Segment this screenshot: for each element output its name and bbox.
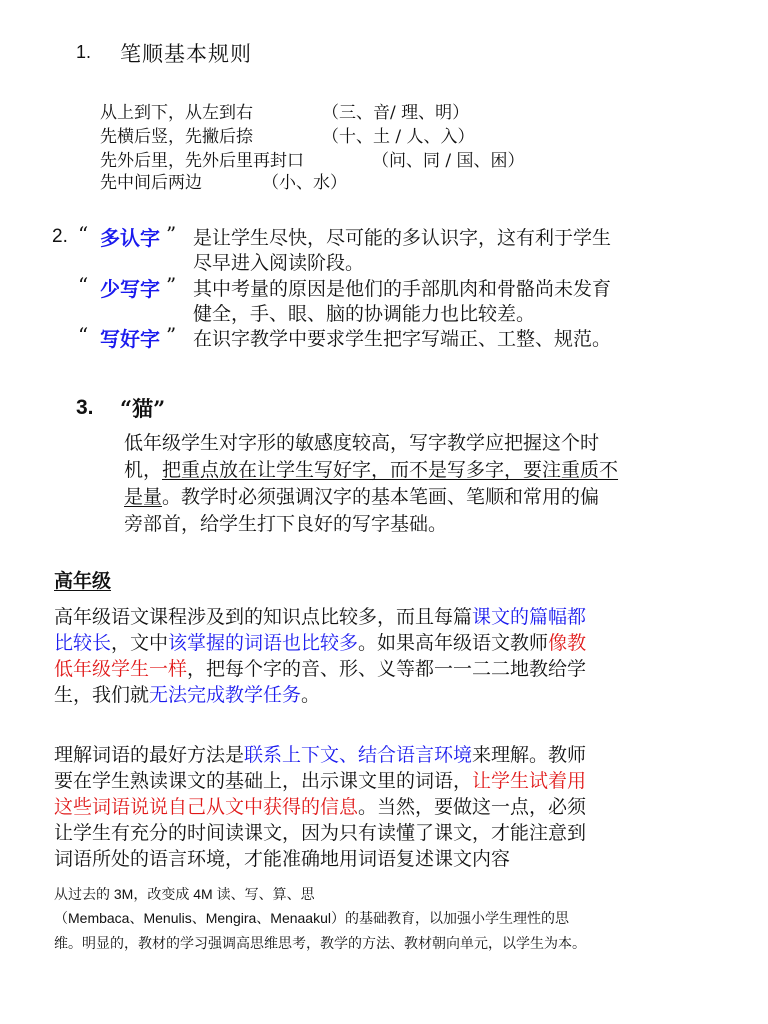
term-description: 健全，手、眼、脑的协调能力也比较差。 (193, 303, 536, 325)
senior-p1-line (54, 602, 586, 629)
term-shao-xiezi: 少写字 (100, 277, 160, 301)
rule-text: 先中间后两边 (100, 173, 202, 193)
section-3-line: 旁部首，给学生打下良好的写字基础。 (124, 513, 448, 535)
senior-p1-line (54, 628, 586, 655)
senior-p2-line (54, 740, 586, 767)
section-2-number: 2. (52, 226, 68, 247)
highlight-blue: 比较长 (54, 632, 112, 654)
senior-p1-line (54, 654, 586, 681)
text: 。 (301, 684, 321, 706)
highlight-red: 低年级学生一样 (54, 658, 188, 680)
term-description: 是让学生尽快，尽可能的多认识字，这有利于学生 (193, 227, 612, 249)
section-1-title: 笔顺基本规则 (120, 42, 252, 66)
section-3-line (124, 455, 618, 482)
rule-examples: （三、音/ 理、明） (322, 103, 470, 123)
highlight-red: 像教 (548, 632, 587, 654)
close-quote: ” (166, 222, 177, 246)
senior-p2-line: 让学生有充分的时间读课文，因为只有读懂了课文，才能注意到 (54, 822, 587, 844)
section-3-underlined-text: 把重点放在让学生写好字，而不是写多字，要注重质不 (162, 459, 619, 481)
senior-p1-line (54, 680, 320, 707)
open-quote: “ (78, 273, 89, 297)
senior-heading: 高年级 (54, 570, 112, 592)
senior-p2-line (54, 766, 586, 793)
rule-examples: （小、水） (262, 173, 347, 193)
section-3-text: 机， (124, 459, 163, 481)
highlight-red: 这些词语说说自己从文中获得的信息 (54, 796, 359, 818)
section-3-line: 低年级学生对字形的敏感度较高，写字教学应把握这个时 (124, 432, 600, 454)
close-quote: ” (166, 323, 177, 347)
senior-p2-line: 词语所处的语言环境，才能准确地用词语复述课文内容 (54, 848, 511, 870)
footer-line: 从过去的 3M，改变成 4M 读、写、算、思 (54, 886, 315, 902)
highlight-blue: 无法完成教学任务 (149, 684, 302, 706)
highlight-blue: 联系上下文、结合语言环境 (244, 744, 473, 766)
text: 。当然，要做这一点，必须 (358, 796, 587, 818)
section-3-underlined-text: 是量 (124, 486, 163, 508)
highlight-blue: 课文的篇幅都 (472, 606, 587, 628)
highlight-blue: 该掌握的词语也比较多 (168, 632, 359, 654)
text: 。如果高年级语文教师 (358, 632, 549, 654)
footer-line: （Membaca、Menulis、Mengira、Menaakul）的基础教育，以加强小学生理性的思 (54, 910, 569, 926)
text: 高年级语文课程涉及到的知识点比较多，而且每篇 (54, 606, 473, 628)
text: ，把每个字的音、形、义等都一一二二地教给学 (187, 658, 587, 680)
rule-examples: （十、土 / 人、入） (322, 127, 475, 147)
text: 生，我们就 (54, 684, 150, 706)
term-description: 其中考量的原因是他们的手部肌肉和骨骼尚未发育 (193, 278, 612, 300)
rule-text: 先横后竖，先撇后捺 (100, 127, 253, 147)
text: ，文中 (111, 632, 169, 654)
section-3-text: 。教学时必须强调汉字的基本笔画、笔顺和常用的偏 (162, 486, 600, 508)
footer-line: 维。明显的，教材的学习强调高思维思考，教学的方法、教材朝向单元，以学生为本。 (54, 935, 586, 951)
term-description: 尽早进入阅读阶段。 (193, 252, 365, 274)
text: 要在学生熟读课文的基础上，出示课文里的词语， (54, 770, 473, 792)
open-quote: “ (78, 323, 89, 347)
open-quote: “ (78, 222, 89, 246)
close-quote: ” (166, 273, 177, 297)
rule-text: 从上到下，从左到右 (100, 103, 253, 123)
term-xie-haozi: 写好字 (100, 327, 160, 351)
rule-text: 先外后里，先外后里再封口 (100, 151, 304, 171)
text: 来理解。教师 (472, 744, 587, 766)
term-description: 在识字教学中要求学生把字写端正、工整、规范。 (193, 328, 612, 350)
section-3-number: 3. (76, 396, 94, 419)
section-3-line (124, 482, 599, 509)
highlight-red: 让学生试着用 (472, 770, 587, 792)
senior-p2-line (54, 792, 586, 819)
text: 理解词语的最好方法是 (54, 744, 245, 766)
term-duo-renzi: 多认字 (100, 226, 160, 250)
section-3-title: “猫” (120, 396, 166, 421)
rule-examples: （问、同 / 国、困） (372, 151, 525, 171)
section-1-number: 1. (76, 42, 92, 62)
